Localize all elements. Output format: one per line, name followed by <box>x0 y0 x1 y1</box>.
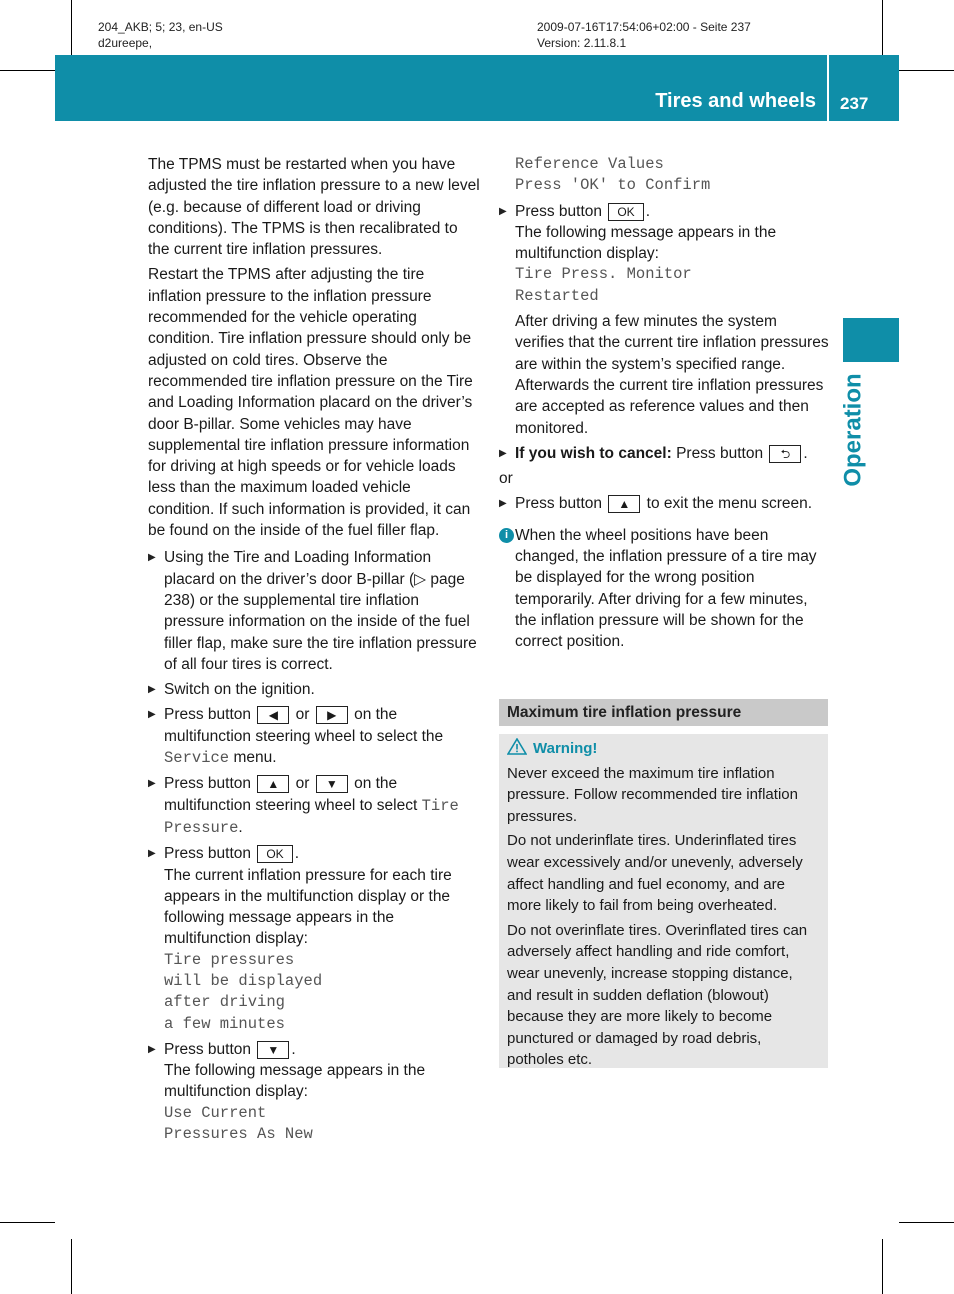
info-text: When the wheel positions have been changed, the inflation pressure of a tire may be displayed for the wrong position temporarily. After driving for a few minutes, the inflation pressure will be shown for the correct position. <box>515 526 817 651</box>
step-text: After driving a few minutes the system verifies that the current tire inflation pressures are within the system’s specified range. Afterwards the current tire inflation pressures are accepted as reference values and then monitored. <box>515 313 829 437</box>
left-column <box>148 154 480 1149</box>
step-text: Press button <box>164 1040 252 1058</box>
display-text: Service <box>164 749 230 768</box>
step-text: . <box>291 1040 296 1058</box>
step-text: Using the Tire and Loading Information placard on the driver’s door B-pillar (▷ page 238) or the supplemental tire inflation pressure information on the inside of the fuel filler flap, make sure the tire inflation pressure of all four tires is correct. <box>164 549 477 673</box>
step-arrow-icon: ▶ <box>148 1043 156 1055</box>
step-text: Press button <box>676 444 764 462</box>
info-icon: i <box>499 528 514 543</box>
step-item <box>148 773 480 839</box>
step-item <box>499 493 829 514</box>
print-meta-right <box>537 19 751 51</box>
step-text: Press button <box>164 706 252 724</box>
step-text: Press button <box>164 775 252 793</box>
display-text: Pressures As New <box>164 1125 313 1144</box>
display-text: will be displayed <box>164 971 323 990</box>
left-arrow-key-icon: ◀ <box>257 706 289 724</box>
page-number: 237 <box>840 94 869 113</box>
step-item <box>499 443 829 464</box>
back-key-icon: ⮌ <box>769 445 801 463</box>
step-item <box>148 843 480 1035</box>
step-text: Press button <box>164 845 252 863</box>
header-divider <box>827 55 829 121</box>
ok-key-icon: OK <box>608 203 643 221</box>
paragraph: The TPMS must be restarted when you have adjusted the tire inflation pressure to a new level (e.g. because of different load or driving conditions). The TPMS is then recalibrated to the current tire inflation pressures. <box>148 156 480 259</box>
side-tab-marker <box>843 318 899 362</box>
meta-text: 2009-07-16T17:54:06+02:00 - Seite 237 <box>537 20 751 34</box>
crop-mark <box>899 70 954 71</box>
step-arrow-icon: ▶ <box>148 684 156 696</box>
section-heading: Maximum tire inflation pressure <box>499 699 828 726</box>
display-text: after driving <box>164 993 285 1012</box>
step-arrow-icon: ▶ <box>148 552 156 564</box>
step-text: on the multifunction steering wheel to select <box>164 775 418 814</box>
display-text: Reference Values <box>515 155 664 173</box>
right-column <box>499 154 829 653</box>
right-arrow-key-icon: ▶ <box>316 706 348 724</box>
step-text: or <box>295 775 310 793</box>
step-text: . <box>645 202 650 220</box>
step-item <box>148 1039 480 1145</box>
step-item <box>148 704 480 769</box>
step-arrow-icon: ▶ <box>499 447 507 459</box>
step-text: Press button <box>515 202 603 220</box>
step-text: . <box>238 818 243 836</box>
meta-text: 204_AKB; 5; 23, en-US <box>98 20 223 34</box>
step-arrow-icon: ▶ <box>148 778 156 790</box>
crop-mark <box>899 1222 954 1223</box>
step-text: or <box>295 706 310 724</box>
display-block <box>499 154 829 197</box>
display-text: Press 'OK' to Confirm <box>515 176 711 195</box>
step-text: The following message appears in the multifunction display: <box>164 1062 426 1101</box>
step-text: . <box>803 444 808 462</box>
step-text: to exit the menu screen. <box>646 495 813 513</box>
step-text: menu. <box>233 749 277 767</box>
display-text: Tire pressures <box>164 950 295 969</box>
step-text: Switch on the ignition. <box>164 681 315 699</box>
side-tab-text: Operation <box>840 373 867 487</box>
crop-mark <box>71 0 72 55</box>
display-text: Use Current <box>164 1103 267 1122</box>
warning-box <box>499 734 828 1068</box>
page-title: Tires and wheels <box>655 90 816 112</box>
ok-key-icon: OK <box>257 845 292 863</box>
warning-title: Warning! <box>533 740 598 757</box>
down-arrow-key-icon: ▼ <box>316 775 348 793</box>
up-arrow-key-icon: ▲ <box>608 495 640 513</box>
or-text: or <box>499 470 513 488</box>
step-text: The current inflation pressure for each tire appears in the multifunction display or the following message appears in the multifunction display: <box>164 866 452 948</box>
display-text: Restarted <box>515 286 599 305</box>
step-text: on the multifunction steering wheel to select the <box>164 706 444 745</box>
step-arrow-icon: ▶ <box>148 709 156 721</box>
warning-text: Do not overinflate tires. Overinflated tires can adversely affect handling and ride comfort, wear unevenly, increase stopping distance, and result in sudden deflation (blowout) because they are more likely to become punctured or damaged by road debris, potholes etc. <box>507 921 808 1069</box>
step-text: The following message appears in the multifunction display: <box>515 223 777 263</box>
step-item <box>148 679 480 700</box>
step-item <box>148 547 480 675</box>
down-arrow-key-icon: ▼ <box>257 1041 289 1059</box>
print-meta-left <box>98 19 223 51</box>
warning-text: Do not underinflate tires. Underinflated tires wear excessively and/or unevenly, adversely affect handling and fuel economy, and are more likely to fail from being overheated. <box>507 832 803 915</box>
step-arrow-icon: ▶ <box>148 848 156 860</box>
display-text: Tire Pressure <box>164 796 459 837</box>
crop-mark <box>0 1222 55 1223</box>
crop-mark <box>882 1239 883 1294</box>
side-tab-label <box>830 373 878 487</box>
step-arrow-icon: ▶ <box>499 498 507 510</box>
warning-header <box>507 738 820 760</box>
warning-triangle-icon <box>507 738 527 755</box>
step-text: Press button <box>515 495 603 513</box>
crop-mark <box>0 70 55 71</box>
paragraph: Restart the TPMS after adjusting the tire inflation pressure to the inflation pressure recommended for the vehicle operating condition. Tire inflation pressure should only be adjusted on cold tires. Observe the recommended tire inflation pressure on the Tire and Loading Information placard on the driver’s door B-pillar. Some vehicles may have supplemental tire inflation pressure information for driving at high speeds or for vehicle loads less than the maximum loaded vehicle condition. If such information is provided, it can be found on the inside of the fuel filler flap. <box>148 266 473 540</box>
up-arrow-key-icon: ▲ <box>257 775 289 793</box>
step-item <box>499 201 829 439</box>
warning-text: Never exceed the maximum tire inflation pressure. Follow recommended tire inflation pressures. <box>507 764 798 825</box>
meta-text: d2ureepe, <box>98 36 153 50</box>
info-note <box>499 525 829 653</box>
step-text: . <box>294 845 299 863</box>
display-text: a few minutes <box>164 1014 285 1033</box>
meta-text: Version: 2.11.8.1 <box>537 36 627 50</box>
crop-mark <box>71 1239 72 1294</box>
step-arrow-icon: ▶ <box>499 205 507 217</box>
display-text: Tire Press. Monitor <box>515 265 692 284</box>
crop-mark <box>882 0 883 55</box>
step-bold-text: If you wish to cancel: <box>515 444 672 462</box>
